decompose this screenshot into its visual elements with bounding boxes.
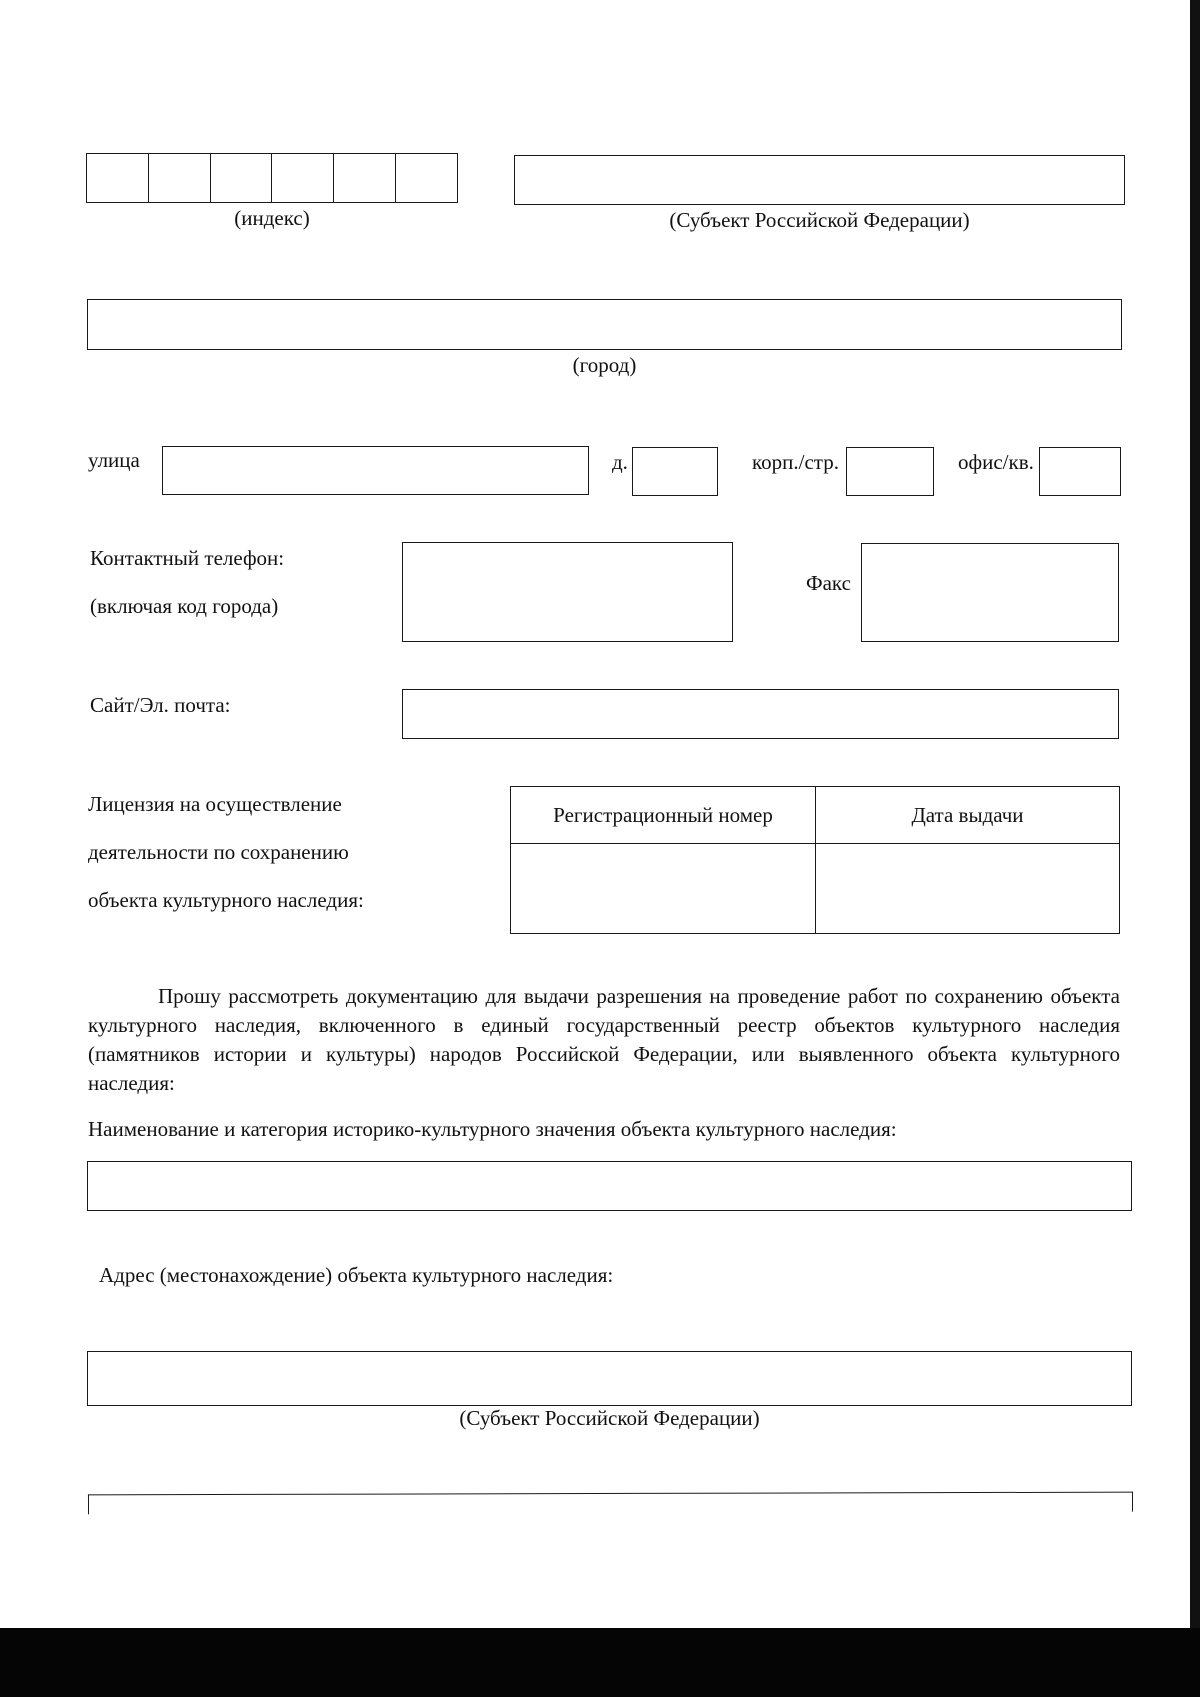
license-table-header	[511, 787, 1120, 844]
request-paragraph: Прошу рассмотреть документацию для выдачи разрешения на проведение работ по сохранению объекта культурного наследия, включенного в единый государственный реестр объектов культурного наследия (памятников истории и культуры) народов Российской Федерации, или выявленного объекта культурного наследия:	[88, 984, 1120, 1095]
registration-number-header: Регистрационный номер	[511, 787, 816, 844]
region-field[interactable]	[514, 155, 1125, 205]
index-digit-cell[interactable]	[271, 154, 333, 202]
street-label: улица	[88, 448, 140, 472]
phone-hint: (включая код города)	[90, 594, 279, 618]
city-field[interactable]	[87, 299, 1122, 350]
building-label: корп./стр.	[752, 450, 839, 474]
scan-bottom-band	[0, 1628, 1200, 1697]
scan-right-edge	[1190, 0, 1200, 1697]
city-label: (город)	[572, 353, 637, 377]
license-label-line: деятельности по сохранению	[88, 840, 349, 864]
region-label: (Субъект Российской Федерации)	[669, 208, 970, 232]
street-field[interactable]	[162, 446, 589, 495]
registration-number-cell[interactable]	[511, 844, 816, 934]
index-label: (индекс)	[234, 206, 310, 230]
phone-label: Контактный телефон:	[90, 546, 285, 570]
object-name-field[interactable]	[87, 1161, 1132, 1211]
next-field-partial[interactable]	[88, 1492, 1133, 1515]
office-field[interactable]	[1039, 447, 1121, 496]
object-name-label: Наименование и категория историко-культурного значения объекта культурного наследия:	[88, 1117, 897, 1141]
issue-date-header: Дата выдачи	[816, 787, 1120, 844]
license-label-line: объекта культурного наследия:	[88, 888, 364, 912]
website-email-field[interactable]	[402, 689, 1119, 739]
index-digit-cell[interactable]	[210, 154, 272, 202]
phone-field[interactable]	[402, 542, 733, 642]
building-field[interactable]	[846, 447, 934, 496]
house-field[interactable]	[632, 447, 718, 496]
issue-date-cell[interactable]	[816, 844, 1120, 934]
postal-index-field[interactable]	[86, 153, 458, 203]
license-table-row	[511, 844, 1120, 934]
index-digit-cell[interactable]	[333, 154, 395, 202]
object-address-label: Адрес (местонахождение) объекта культурного наследия:	[99, 1263, 614, 1287]
object-region-field[interactable]	[87, 1351, 1132, 1406]
index-digit-cell[interactable]	[148, 154, 210, 202]
office-label: офис/кв.	[958, 450, 1034, 474]
fax-label: Факс	[806, 571, 851, 595]
fax-field[interactable]	[861, 543, 1119, 642]
house-label: д.	[612, 450, 628, 474]
license-label-line: Лицензия на осуществление	[88, 792, 342, 816]
object-region-label: (Субъект Российской Федерации)	[459, 1406, 760, 1430]
website-email-label: Сайт/Эл. почта:	[90, 693, 231, 717]
index-digit-cell[interactable]	[395, 154, 457, 202]
license-table	[510, 786, 1120, 934]
index-digit-cell[interactable]	[87, 154, 148, 202]
